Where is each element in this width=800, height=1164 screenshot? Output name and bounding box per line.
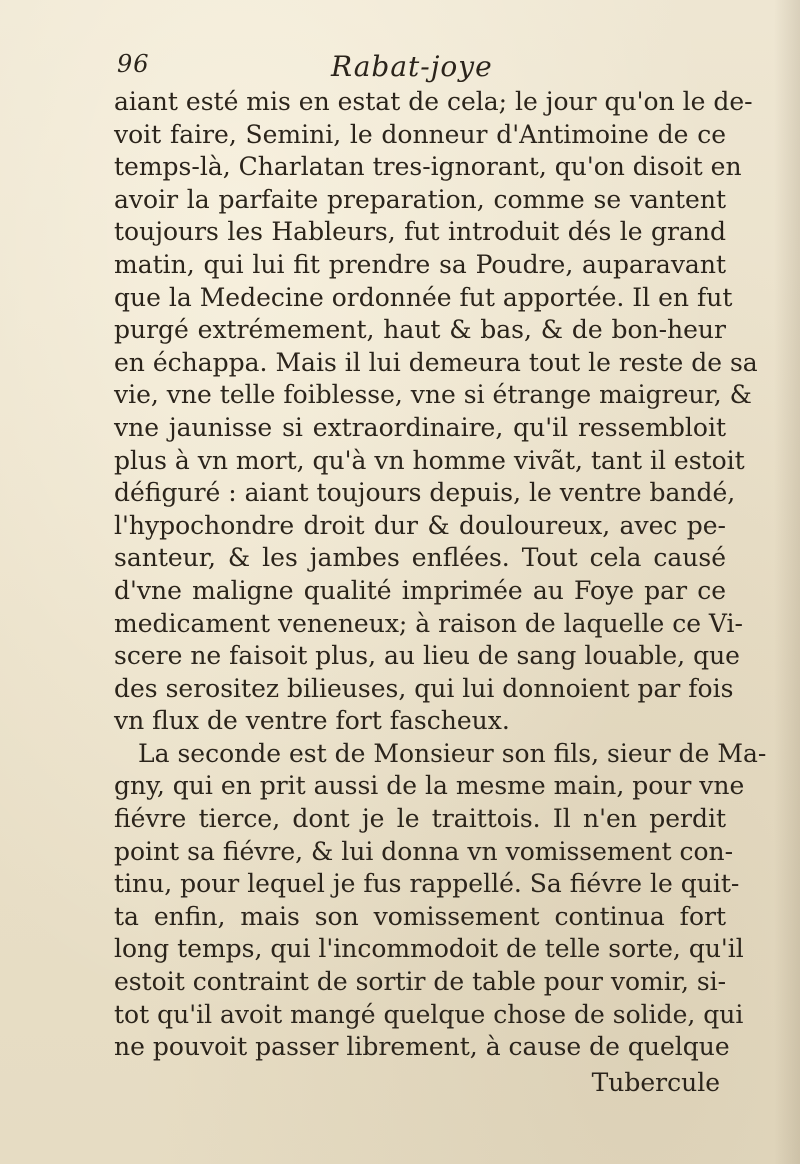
text-line: d'vne maligne qualité imprimée au Foye par ce bbox=[114, 575, 726, 605]
text-line: temps-là, Charlatan tres-ignorant, qu'on disoit en bbox=[114, 152, 742, 182]
text-line: tot qu'il avoit mangé quelque chose de solide, qui bbox=[114, 999, 744, 1029]
text-line: tinu, pour lequel je fus rappellé. Sa fiévre le quit- bbox=[114, 869, 740, 899]
text-line: défiguré : aiant toujours depuis, le ventre bandé, bbox=[114, 478, 736, 508]
text-line: avoir la parfaite preparation, comme se vantent bbox=[114, 184, 726, 214]
text-line: des serositez bilieuses, qui lui donnoient par fois bbox=[114, 673, 734, 703]
text-line: La seconde est de Monsieur son fils, sieur de Ma- bbox=[138, 738, 767, 768]
text-line: l'hypochondre droit dur & douloureux, avec pe- bbox=[114, 510, 726, 540]
text-line: que la Medecine ordonnée fut apportée. Il en fut bbox=[114, 282, 733, 312]
text-line: purgé extrémement, haut & bas, & de bon-heur bbox=[114, 315, 726, 345]
text-line: matin, qui lui fit prendre sa Poudre, auparavant bbox=[114, 249, 726, 279]
text-line: ne pouvoit passer librement, à cause de quelque bbox=[114, 1032, 730, 1062]
catchword: Tubercule bbox=[591, 1068, 720, 1097]
running-title: Rabat-joye bbox=[331, 50, 493, 83]
text-line: santeur, & les jambes enflées. Tout cela causé bbox=[114, 543, 726, 573]
text-line: ta enfin, mais son vomissement continua fort bbox=[114, 901, 726, 931]
text-line: gny, qui en prit aussi de la mesme main, pour vne bbox=[114, 771, 745, 801]
text-line: long temps, qui l'incommodoit de telle sorte, qu'il bbox=[114, 934, 744, 964]
text-line: plus à vn mort, qu'à vn homme vivãt, tant il estoit bbox=[114, 445, 745, 475]
text-line: fiévre tierce, dont je le traittois. Il n'en perdit bbox=[114, 804, 726, 834]
text-line: vn flux de ventre fort fascheux. bbox=[114, 706, 510, 736]
text-line: vne jaunisse si extraordinaire, qu'il ressembloit bbox=[114, 412, 726, 442]
body-text bbox=[114, 86, 767, 1064]
text-line: en échappa. Mais il lui demeura tout le reste de sa bbox=[114, 347, 758, 377]
text-line: toujours les Hableurs, fut introduit dés le grand bbox=[114, 217, 726, 247]
page-header bbox=[117, 50, 717, 90]
text-line: vie, vne telle foiblesse, vne si étrange maigreur, & bbox=[114, 380, 752, 410]
text-line: estoit contraint de sortir de table pour vomir, si- bbox=[114, 967, 727, 997]
text-line: medicament veneneux; à raison de laquelle ce Vi- bbox=[114, 608, 743, 638]
text-line: voit faire, Semini, le donneur d'Antimoine de ce bbox=[114, 119, 726, 149]
text-line: aiant esté mis en estat de cela; le jour qu'on le de- bbox=[114, 87, 753, 116]
text-line: point sa fiévre, & lui donna vn vomissement con- bbox=[114, 836, 734, 866]
page-number: 96 bbox=[117, 50, 150, 78]
text-line: scere ne faisoit plus, au lieu de sang louable, que bbox=[114, 641, 740, 671]
